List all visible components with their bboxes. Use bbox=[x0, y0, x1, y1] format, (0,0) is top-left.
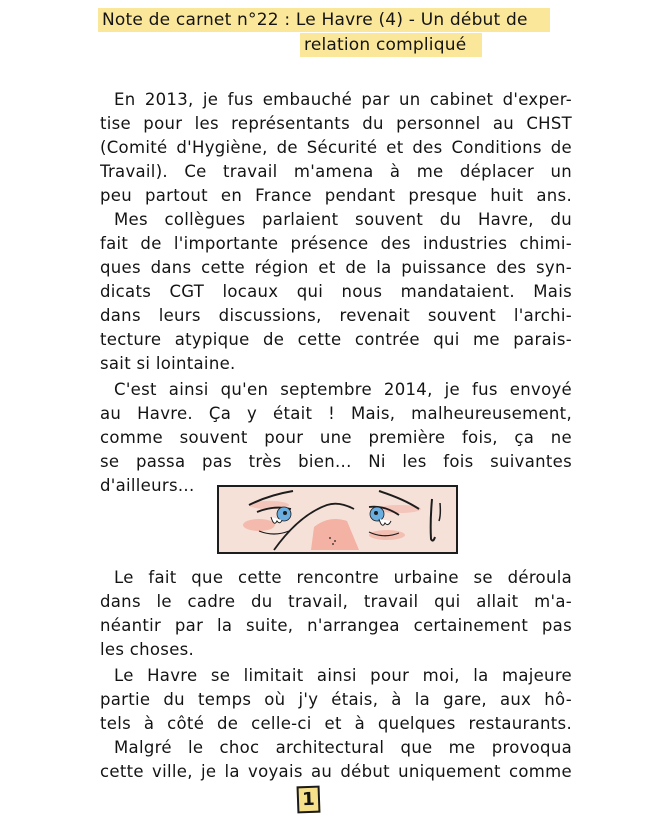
text-line: Le Havre se limitait ainsi pour moi, la majeure bbox=[114, 666, 572, 685]
text-line: Malgré le choc architectural que me provoqua bbox=[114, 738, 572, 757]
text-line: partie du temps où j'y étais, à la gare, aux hô- bbox=[100, 690, 572, 709]
text-line: dans le cadre du travail, travail qui allait m'a- bbox=[100, 592, 572, 611]
text-line: d'ailleurs... bbox=[100, 476, 195, 495]
text-line: C'est ainsi qu'en septembre 2014, je fus envoyé bbox=[114, 380, 572, 399]
text-line: ques dans cette région et de la puissance des syn- bbox=[100, 258, 572, 277]
text-line: Le fait que cette rencontre urbaine se déroula bbox=[114, 568, 572, 587]
text-line: tise pour les représentants du personnel au CHST bbox=[100, 114, 572, 133]
text-line: tecture atypique de cette contrée qui me parais- bbox=[100, 330, 572, 349]
text-line: dicats CGT locaux qui nous mandataient. Mais bbox=[100, 282, 572, 301]
page-title-line-2: relation compliqué bbox=[300, 33, 482, 57]
text-line: les choses. bbox=[100, 640, 195, 659]
page-number-badge: 1 bbox=[297, 786, 321, 814]
text-line: sait si lointaine. bbox=[100, 354, 236, 373]
illustration-panel-crying-eyes bbox=[217, 485, 458, 554]
text-line: comme souvent pour une première fois, ça ne bbox=[100, 428, 572, 447]
text-line: dans leurs discussions, revenait souvent l'archi- bbox=[100, 306, 572, 325]
crying-eyes-illustration bbox=[219, 487, 456, 552]
text-line: cette ville, je la voyais au début uniquement comme bbox=[100, 762, 572, 781]
text-line: peu partout en France pendant presque huit ans. bbox=[100, 186, 572, 205]
text-line: se passa pas très bien... Ni les fois suivantes bbox=[100, 452, 572, 471]
page-title-line-1: Note de carnet n°22 : Le Havre (4) - Un début de bbox=[98, 8, 550, 32]
text-line: au Havre. Ça y était ! Mais, malheureusement, bbox=[100, 404, 572, 423]
text-line: Travail). Ce travail m'amena à me déplacer un bbox=[100, 162, 572, 181]
text-line: (Comité d'Hygiène, de Sécurité et des Conditions de bbox=[100, 138, 572, 157]
text-line: néantir par la suite, n'arrangea certainement pas bbox=[100, 616, 572, 635]
text-line: tels à côté de celle-ci et à quelques restaurants. bbox=[100, 714, 572, 733]
text-line: fait de l'importante présence des industries chimi- bbox=[100, 234, 572, 253]
text-line: Mes collègues parlaient souvent du Havre, du bbox=[114, 210, 572, 229]
text-line: En 2013, je fus embauché par un cabinet d'exper- bbox=[114, 90, 572, 109]
